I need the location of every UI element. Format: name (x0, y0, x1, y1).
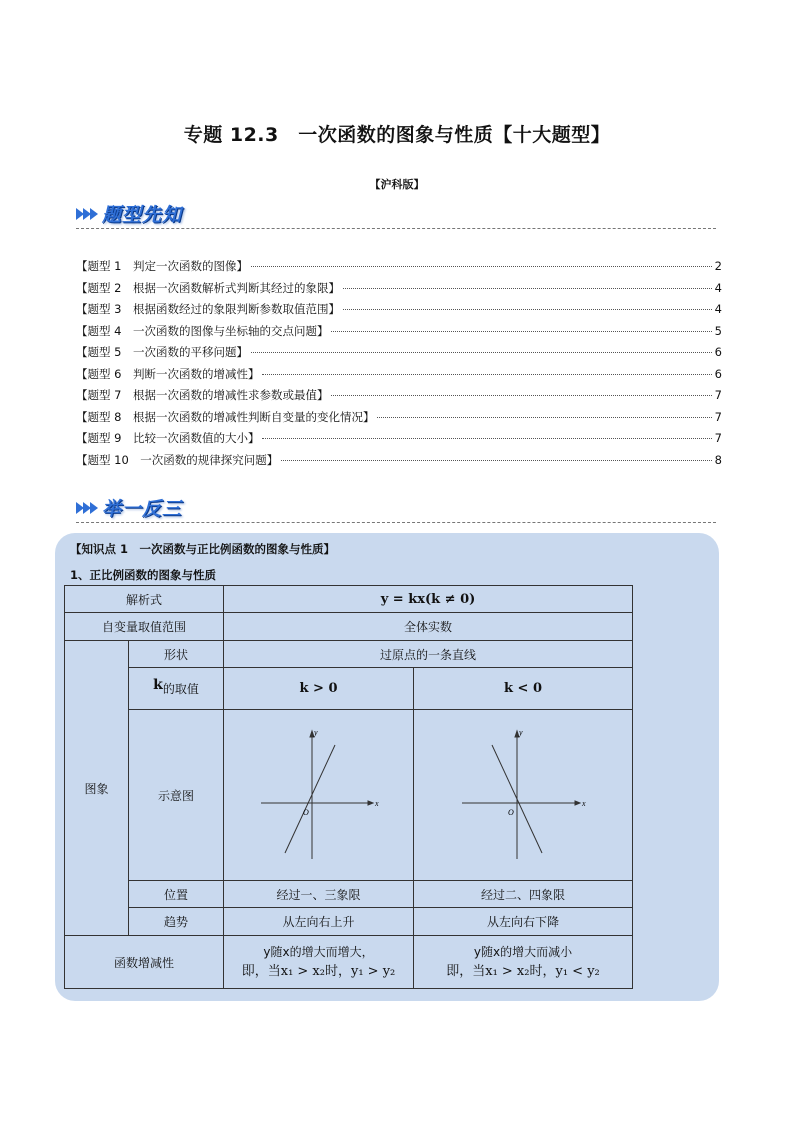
toc-item-page: 7 (714, 431, 722, 445)
leader-dots (343, 288, 712, 289)
monotonic-inequality: 即，当x₁ > x₂时，y₁ < y₂ (446, 964, 600, 979)
x-axis-arrow-icon (575, 801, 580, 805)
toc-item-page: 4 (714, 302, 722, 316)
cell-shape-label: 形状 (128, 640, 224, 668)
edition-label: 【沪科版】 (369, 178, 425, 191)
increasing-line-graph (224, 709, 413, 881)
leader-dots (331, 331, 711, 332)
cell-position-positive: 经过一、三象限 (223, 880, 414, 908)
monotonic-statement: y随x的增大而增大， (263, 945, 374, 959)
cell-trend-label: 趋势 (128, 907, 224, 936)
toc-item-label: 【题型 3 根据函数经过的象限判断参数取值范围】 (76, 302, 340, 316)
origin-label: O (508, 808, 514, 817)
leader-dots (281, 460, 711, 461)
toc-item-label: 【题型 10 一次函数的规律探究问题】 (76, 452, 279, 467)
toc-item[interactable] (76, 409, 722, 431)
toc-item-page: 5 (714, 323, 722, 338)
cell-domain-label: 自变量取值范围 (64, 612, 224, 641)
toc-item[interactable] (76, 452, 722, 474)
leader-dots (251, 266, 712, 267)
leader-dots (331, 395, 711, 396)
toc-item[interactable] (76, 323, 722, 345)
toc-item-label: 【题型 6 判断一次函数的增减性】 (76, 366, 260, 381)
cell-diagram-label: 示意图 (128, 709, 224, 881)
cell-k-positive: k > 0 (223, 667, 414, 710)
property-table (64, 585, 633, 989)
section-header-label: 题型先知 (102, 204, 183, 226)
toc-item-page: 2 (714, 259, 722, 273)
cell-trend-positive: 从左向右上升 (223, 907, 414, 936)
toc-item[interactable] (76, 280, 722, 302)
cell-diagram-decreasing (413, 709, 633, 881)
toc-item[interactable] (76, 344, 722, 366)
leader-dots (251, 352, 712, 353)
decreasing-line-graph (414, 709, 632, 881)
page-title: 专题 12.3 一次函数的图象与性质【十大题型】 (183, 124, 611, 146)
monotonic-statement: y随x的增大而减小 (473, 945, 573, 959)
toc-item-page: 6 (714, 345, 722, 359)
leader-dots (262, 438, 711, 439)
toc-item-label: 【题型 2 根据一次函数解析式判断其经过的象限】 (76, 280, 340, 295)
toc-item-page: 7 (714, 409, 722, 424)
cell-position-negative: 经过二、四象限 (413, 880, 633, 908)
cell-shape-value: 过原点的一条直线 (223, 640, 633, 668)
toc-item[interactable] (76, 430, 722, 452)
leader-dots (343, 309, 712, 310)
x-axis-label: x (375, 799, 379, 808)
cell-expr-label: 解析式 (64, 585, 224, 613)
cell-k-label: k 的取值 (128, 667, 224, 710)
origin-label: O (303, 808, 309, 817)
divider (76, 522, 716, 523)
toc-item-label: 【题型 5 一次函数的平移问题】 (76, 345, 248, 359)
monotonic-inequality: 即，当x₁ > x₂时，y₁ > y₂ (241, 964, 396, 979)
toc-item[interactable] (76, 258, 722, 280)
function-line (285, 745, 335, 853)
toc-item-label: 【题型 7 根据一次函数的增减性求参数或最值】 (76, 388, 329, 402)
toc-item[interactable] (76, 387, 722, 409)
y-axis-label: y (519, 728, 523, 737)
x-axis-arrow-icon (368, 801, 373, 805)
cell-graph-label: 图象 (64, 640, 129, 936)
leader-dots (377, 417, 711, 418)
cell-k-negative: k < 0 (413, 667, 633, 710)
cell-monotonic-negative (413, 935, 633, 989)
x-axis-label: x (582, 799, 586, 808)
section-header-label: 举一反三 (102, 498, 183, 520)
y-axis-label: y (314, 728, 318, 737)
knowledge-subheading: 1、正比例函数的图象与性质 (70, 568, 217, 582)
cell-diagram-increasing (223, 709, 414, 881)
toc-item-label: 【题型 9 比较一次函数值的大小】 (76, 431, 260, 445)
toc-item-label: 【题型 4 一次函数的图像与坐标轴的交点问题】 (76, 323, 329, 338)
toc-item-page: 7 (714, 388, 722, 402)
knowledge-point-title: 【知识点 1 一次函数与正比例函数的图象与性质】 (70, 542, 336, 556)
cell-position-label: 位置 (128, 880, 224, 908)
table-of-contents (76, 258, 722, 473)
toc-item-page: 4 (714, 280, 722, 295)
cell-expr-value: y = kx(k ≠ 0) (223, 585, 633, 613)
leader-dots (262, 374, 711, 375)
cell-monotonic-label: 函数增减性 (64, 935, 224, 989)
toc-item-label: 【题型 1 判定一次函数的图像】 (76, 259, 248, 273)
toc-item-label: 【题型 8 根据一次函数的增减性判断自变量的变化情况】 (76, 409, 375, 424)
toc-item[interactable] (76, 366, 722, 388)
toc-item-page: 8 (714, 452, 722, 467)
toc-item-page: 6 (714, 366, 722, 381)
cell-domain-value: 全体实数 (223, 612, 633, 641)
triple-arrow-icon (76, 208, 97, 220)
triple-arrow-icon (76, 502, 97, 514)
cell-trend-negative: 从左向右下降 (413, 907, 633, 936)
toc-item[interactable] (76, 301, 722, 323)
cell-monotonic-positive (223, 935, 414, 989)
divider (76, 228, 716, 229)
